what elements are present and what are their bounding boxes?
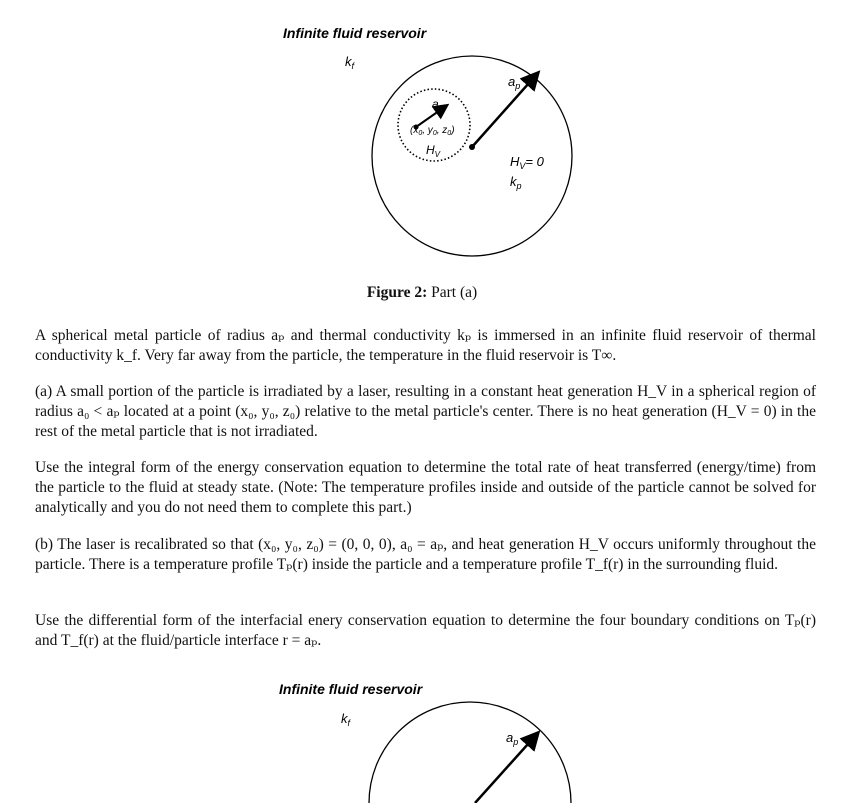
ap-label-bottom: $a_p$ xyxy=(506,730,519,747)
paragraph-part-b-task: Use the differential form of the interfacial enery conservation equation to determine the four boundary conditions on Tₚ(r) and T_f(r) at the fluid/particle interface r = aₚ. xyxy=(35,612,816,649)
figure-bottom xyxy=(0,670,844,803)
kp-label: $k_p$ xyxy=(510,174,522,191)
kf-label: $k_f$ xyxy=(345,54,355,71)
figure-top-title: Infinite fluid reservoir xyxy=(283,25,427,41)
hv-zero-label: $H_V= 0$ xyxy=(510,154,544,171)
hv-label: $H_V$ xyxy=(426,143,441,159)
paragraph-part-a: (a) A small portion of the particle is irradiated by a laser, resulting in a constant heat generation H_V in a spherical region of radius a₀ < aₚ located at a point (x₀, y₀, z₀) relative to the metal particle's center. There is no heat generation (H_V = 0) in the rest of the metal particle that is not irradiated. xyxy=(35,383,816,440)
caption-text: Part (a) xyxy=(431,284,478,301)
paragraph-part-a-task: Use the integral form of the energy conservation equation to determine the total rate of heat transferred (energy/time) from the particle to the fluid at steady state. (Note: The temperature profiles inside and outside of the particle cannot be solved for analytically and you do not need them to complete this part.) xyxy=(35,459,816,516)
ap-label: $a_p$ xyxy=(508,74,521,91)
paragraph-part-b: (b) The laser is recalibrated so that (x₀, y₀, z₀) = (0, 0, 0), a₀ = aₚ, and heat generation H_V occurs uniformly throughout the particle. There is a temperature profile Tₚ(r) inside the particle and a temperature profile T_f(r) in the surrounding fluid. xyxy=(35,536,816,573)
particle-center-dot xyxy=(469,144,475,150)
figure-caption xyxy=(0,284,844,302)
a0-label: $a_0$ xyxy=(432,97,444,113)
figure-bottom-title: Infinite fluid reservoir xyxy=(279,681,423,697)
paragraph-intro: A spherical metal particle of radius aₚ and thermal conductivity kₚ is immersed in an infinite fluid reservoir of thermal conductivity k_f. Very far away from the particle, the temperature in the fluid reservoir is T∞. xyxy=(35,327,816,364)
center-coordinates-label: ($x_0$, $y_0$, $z_0$) xyxy=(410,125,455,137)
particle-circle-bottom xyxy=(369,702,571,803)
caption-prefix: Figure 2: xyxy=(366,284,428,301)
figure-top xyxy=(0,0,844,280)
ap-radius-arrow xyxy=(472,74,537,147)
kf-label-bottom: $k_f$ xyxy=(341,711,351,728)
